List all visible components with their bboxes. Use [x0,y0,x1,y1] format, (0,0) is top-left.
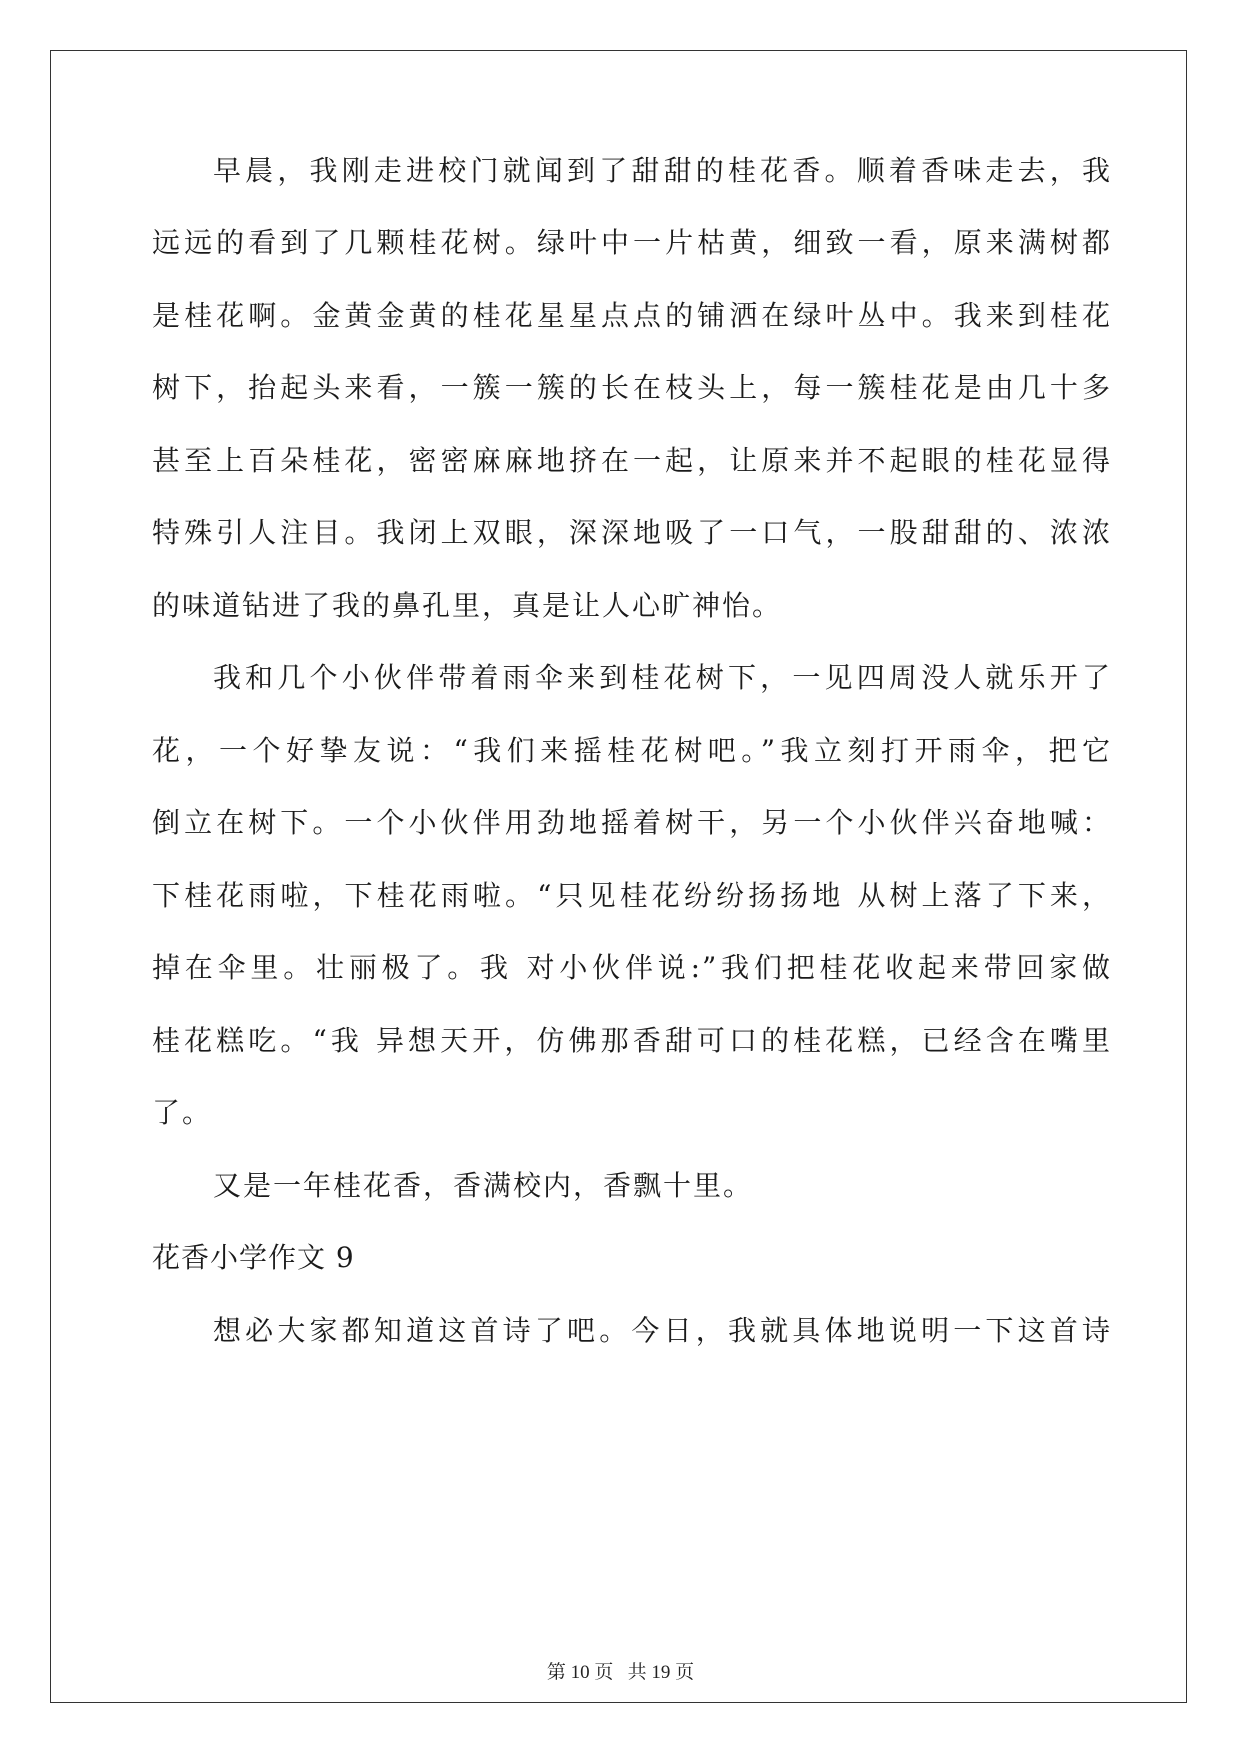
page-number-footer: 第 10 页 共 19 页 [546,1662,695,1683]
paragraph-line: 甚至上百朵桂花，密密麻麻地挤在一起，让原来并不起眼的桂花显得 [152,444,1112,477]
paragraph-line: 远远的看到了几颗桂花树。绿叶中一片枯黄，细致一看，原来满树都 [152,226,1112,259]
paragraph-line: 早晨，我刚走进校门就闻到了甜甜的桂花香。顺着香味走去，我 [213,154,1112,187]
paragraph-line: 我和几个小伙伴带着雨伞来到桂花树下，一见四周没人就乐开了 [213,661,1112,694]
paragraph-line: 下桂花雨啦，下桂花雨啦。“只见桂花纷纷扬扬地 从树上落了下来， [152,879,1112,912]
paragraph-line: 又是一年桂花香，香满校内，香飘十里。 [213,1169,754,1202]
paragraph-line: 掉在伞里。壮丽极了。我 对小伙伴说:”我们把桂花收起来带回家做 [152,951,1112,984]
paragraph-line: 想必大家都知道这首诗了吧。今日，我就具体地说明一下这首诗 [213,1314,1112,1347]
paragraph-line: 花，一个好挚友说：“我们来摇桂花树吧。”我立刻打开雨伞，把它 [152,734,1112,767]
paragraph-line: 了。 [152,1096,213,1129]
paragraph-line: 的味道钻进了我的鼻孔里，真是让人心旷神怡。 [152,589,783,622]
paragraph-line: 树下，抬起头来看，一簇一簇的长在枝头上，每一簇桂花是由几十多 [152,371,1112,404]
paragraph-line: 特殊引人注目。我闭上双眼，深深地吸了一口气，一股甜甜的、浓浓 [152,516,1112,549]
section-heading: 花香小学作文 9 [152,1241,355,1274]
paragraph-line: 桂花糕吃。“我 异想天开，仿佛那香甜可口的桂花糕，已经含在嘴里 [152,1024,1112,1057]
paragraph-line: 是桂花啊。金黄金黄的桂花星星点点的铺洒在绿叶丛中。我来到桂花 [152,299,1112,332]
paragraph-line: 倒立在树下。一个小伙伴用劲地摇着树干，另一个小伙伴兴奋地喊： [152,806,1112,839]
